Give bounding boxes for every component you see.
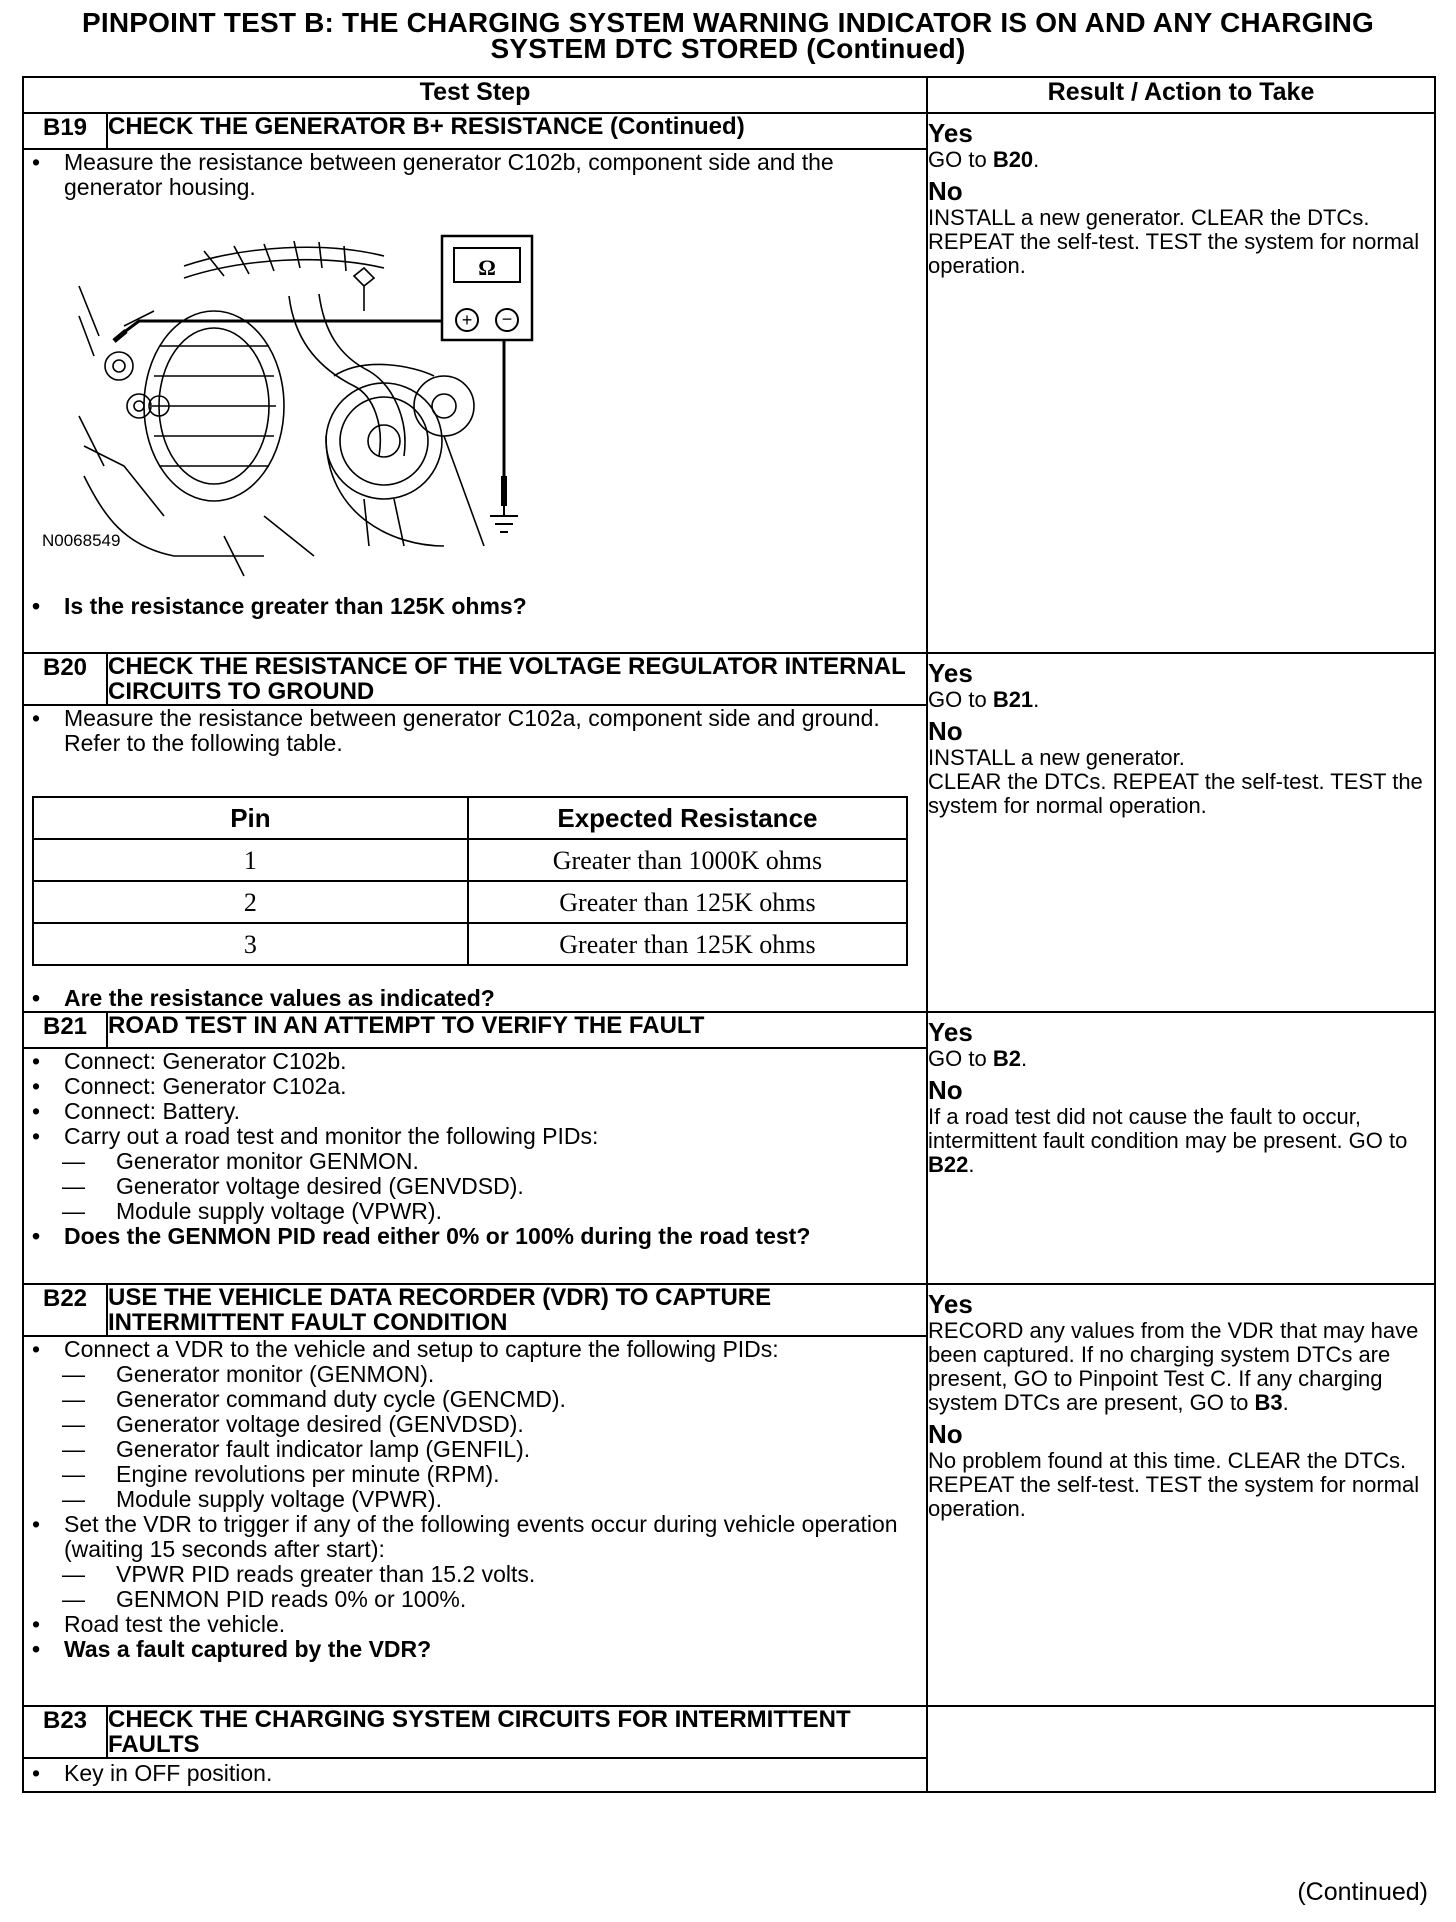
pid-item: — Module supply voltage (VPWR). [24, 1487, 926, 1512]
pid-item: — Module supply voltage (VPWR). [24, 1199, 926, 1224]
step-b22-result [927, 1284, 1435, 1706]
resistance-cell: Greater than 1000K ohms [468, 839, 907, 881]
pin-header: Pin [33, 797, 468, 839]
resistance-header: Expected Resistance [468, 797, 907, 839]
step-title: ROAD TEST IN AN ATTEMPT TO VERIFY THE FAULT [107, 1012, 927, 1048]
step-title: CHECK THE GENERATOR B+ RESISTANCE (Continued) [107, 113, 927, 149]
question: • Are the resistance values as indicated? [24, 986, 926, 1011]
table-row [33, 923, 907, 965]
no-label: No [928, 176, 963, 206]
instruction: • Key in OFF position. [24, 1761, 926, 1786]
yes-action: GO to B2. [928, 1046, 1028, 1071]
yes-action: GO to B20. [928, 147, 1040, 172]
trigger-item: — GENMON PID reads 0% or 100%. [24, 1587, 926, 1612]
no-action: No problem found at this time. CLEAR the DTCs. REPEAT the self-test. TEST the system for normal operation. [928, 1448, 1420, 1521]
no-action: INSTALL a new generator. CLEAR the DTCs. REPEAT the self-test. TEST the system for normal operation. [928, 205, 1420, 278]
instruction: • Measure the resistance between generator C102b, component side and the generator housing. [24, 150, 926, 200]
resistance-cell: Greater than 125K ohms [468, 881, 907, 923]
step-number: B21 [23, 1012, 107, 1048]
yes-label: Yes [928, 118, 973, 148]
yes-label: Yes [928, 1289, 973, 1319]
step-b23-body [23, 1758, 927, 1792]
no-action: If a road test did not cause the fault to occur, intermittent fault condition may be present. GO to B22. [928, 1104, 1408, 1177]
pid-item: — Generator fault indicator lamp (GENFIL). [24, 1437, 926, 1462]
step-number: B23 [23, 1706, 107, 1758]
step-b21-result [927, 1012, 1435, 1284]
instruction: • Carry out a road test and monitor the following PIDs: [24, 1124, 926, 1149]
step-number: B22 [23, 1284, 107, 1336]
step-b19-title-row [23, 113, 1435, 149]
step-title: CHECK THE CHARGING SYSTEM CIRCUITS FOR INTERMITTENT FAULTS [107, 1706, 927, 1758]
step-title: CHECK THE RESISTANCE OF THE VOLTAGE REGULATOR INTERNAL CIRCUITS TO GROUND [107, 653, 927, 705]
pin-cell: 2 [33, 881, 468, 923]
table-row [33, 839, 907, 881]
plus-terminal: + [461, 310, 473, 330]
instruction: • Connect: Generator C102a. [24, 1074, 926, 1099]
step-number: B19 [23, 113, 107, 149]
instruction: • Connect: Generator C102b. [24, 1049, 926, 1074]
step-ref: B20 [992, 147, 1034, 172]
generator-engine-illustration [42, 216, 634, 586]
step-b22-body [23, 1336, 927, 1706]
question: • Was a fault captured by the VDR? [24, 1637, 926, 1662]
figure-id: N0068549 [42, 531, 121, 550]
pid-item: — Generator monitor GENMON. [24, 1149, 926, 1174]
step-b20-title-row [23, 653, 1435, 705]
pid-item: — Generator monitor (GENMON). [24, 1362, 926, 1387]
no-action-1: INSTALL a new generator. [928, 745, 1185, 770]
pid-item: — Generator command duty cycle (GENCMD). [24, 1387, 926, 1412]
pid-item: — Generator voltage desired (GENVDSD). [24, 1412, 926, 1437]
step-b23-result [927, 1706, 1435, 1792]
instruction: • Connect a VDR to the vehicle and setup to capture the following PIDs: [24, 1337, 926, 1362]
pid-item: — Engine revolutions per minute (RPM). [24, 1462, 926, 1487]
step-b21-title-row [23, 1012, 1435, 1048]
title-line-1: PINPOINT TEST B: THE CHARGING SYSTEM WARNING INDICATOR IS ON AND ANY CHARGING [81, 7, 1375, 38]
instruction: • Connect: Battery. [24, 1099, 926, 1124]
question: • Does the GENMON PID read either 0% or 100% during the road test? [24, 1224, 926, 1249]
yes-label: Yes [928, 658, 973, 688]
resistance-table-header [33, 797, 907, 839]
page-title [0, 7, 1456, 64]
question: • Is the resistance greater than 125K ohms? [24, 594, 926, 619]
step-ref: B22 [928, 1152, 969, 1177]
step-ref: B3 [1254, 1390, 1283, 1415]
step-title: USE THE VEHICLE DATA RECORDER (VDR) TO CAPTURE INTERMITTENT FAULT CONDITION [107, 1284, 927, 1336]
yes-action: GO to B21. [928, 687, 1040, 712]
pid-item: — Generator voltage desired (GENVDSD). [24, 1174, 926, 1199]
result-header: Result / Action to Take [927, 77, 1435, 113]
step-b22-title-row [23, 1284, 1435, 1336]
pin-cell: 3 [33, 923, 468, 965]
no-label: No [928, 1419, 963, 1449]
table-row [33, 881, 907, 923]
yes-label: Yes [928, 1017, 973, 1047]
minus-terminal: − [501, 309, 513, 329]
continued-label: (Continued) [1297, 1878, 1428, 1906]
instruction: • Set the VDR to trigger if any of the following events occur during vehicle operation (waiting 15 seconds after start): [24, 1512, 926, 1562]
step-b19-body [23, 149, 927, 653]
test-step-header: Test Step [23, 77, 927, 113]
ohm-symbol: Ω [478, 255, 496, 280]
yes-action: RECORD any values from the VDR that may have been captured. If no charging system DTCs are present, GO to Pinpoint Test C. If any charging system DTCs are present, GO to B3. [928, 1318, 1419, 1415]
step-b21-body [23, 1048, 927, 1284]
resistance-cell: Greater than 125K ohms [468, 923, 907, 965]
pin-cell: 1 [33, 839, 468, 881]
no-label: No [928, 716, 963, 746]
trigger-item: — VPWR PID reads greater than 15.2 volts. [24, 1562, 926, 1587]
title-line-2: SYSTEM DTC STORED (Continued) [490, 33, 966, 64]
resistance-table [32, 796, 908, 966]
pinpoint-test-table [22, 76, 1436, 1793]
step-b23-title-row [23, 1706, 1435, 1758]
header-row [23, 77, 1435, 113]
step-number: B20 [23, 653, 107, 705]
instruction: • Measure the resistance between generator C102a, component side and ground. Refer to the following table. [24, 706, 926, 756]
instruction: • Road test the vehicle. [24, 1612, 926, 1637]
generator-measurement-figure [42, 216, 634, 586]
step-b20-body [23, 705, 927, 1012]
step-ref: B2 [992, 1046, 1021, 1071]
step-ref: B21 [992, 687, 1034, 712]
step-b20-result [927, 653, 1435, 1012]
step-b19-result [927, 113, 1435, 653]
no-action-2: CLEAR the DTCs. REPEAT the self-test. TEST the system for normal operation. [928, 769, 1423, 818]
no-label: No [928, 1075, 963, 1105]
